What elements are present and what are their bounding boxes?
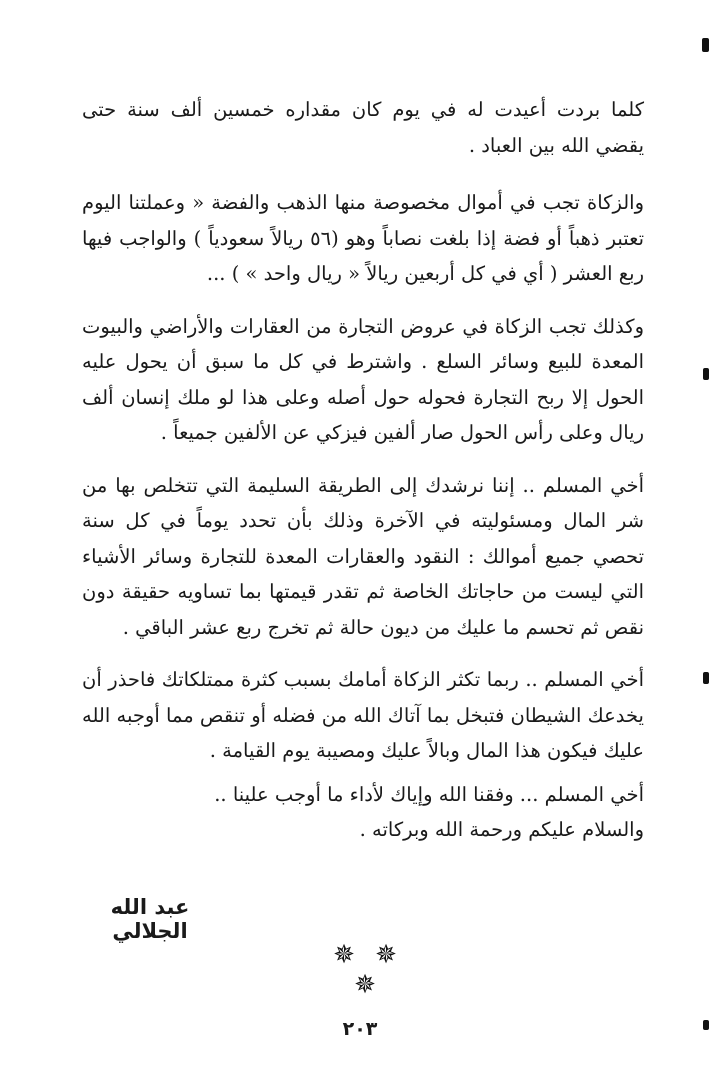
- edge-mark: [703, 368, 709, 380]
- body-text: [82, 92, 644, 848]
- edge-mark: [703, 672, 709, 684]
- page-number: ٢٠٣: [342, 1018, 378, 1040]
- paragraph-warning: أخي المسلم .. ربما تكثر الزكاة أمامك بسبب كثرة ممتلكاتك فاحذر أن يخدعك الشيطان فتبخل بما آتاك الله من فضله أو تنقص مما أوجبه الله عليك فيكون هذا المال وبالاً عليك ومصيبة يوم القيامة .: [82, 668, 644, 762]
- paragraph-closing-prayer: أخي المسلم ... وفقنا الله وإياك لأداء ما أوجب علينا ..: [214, 782, 644, 806]
- author-signature: عبد الله الجلالي: [110, 895, 190, 943]
- paragraph-zakat-gold-silver: والزكاة تجب في أموال مخصوصة منها الذهب والفضة « وعملتنا اليوم تعتبر ذهباً أو فضة إذا بلغت نصاباً وهو (٥٦ ريالاً سعودياً ) والواجب فيها ربع العشر ( أي في كل أربعين ريالاً « ريال واحد » ) ...: [82, 191, 645, 285]
- paragraph-calculation-advice: أخي المسلم .. إننا نرشدك إلى الطريقة السليمة التي تتخلص بها من شر المال ومسئوليته في الآخرة وذلك بأن تحدد يوماً في كل سنة تحصي جميع أموالك : النقود والعقارات المعدة للتجارة وسائر الأشياء التي ليست من حاجاتك الخاصة ثم تقدر قيمتها بما تساويه حقيقة دون نقص ثم تحسم ما عليك من ديون حالة ثم تخرج ربع عشر الباقي .: [82, 473, 644, 639]
- paragraph-continuation: كلما بردت أعيدت له في يوم كان مقداره خمسين ألف سنة حتى يقضي الله بين العباد .: [82, 98, 644, 157]
- ornament-divider: ✵ ✵ ✵: [333, 940, 403, 1000]
- edge-mark: [703, 1020, 709, 1030]
- paragraph-trade-goods: وكذلك تجب الزكاة في عروض التجارة من العقارات والأراضي والبيوت المعدة للبيع وسائر السلع . واشترط في كل ما سبق أن يحول عليه الحول إلا ربح التجارة فحوله حول أصله وعلى هذا لو ملك إنسان ألف ريال وعلى رأس الحول صار ألفين فيزكي عن الألفين جميعاً .: [82, 314, 644, 444]
- paragraph-salutation: والسلام عليكم ورحمة الله وبركاته .: [359, 818, 644, 841]
- edge-mark: [702, 38, 709, 52]
